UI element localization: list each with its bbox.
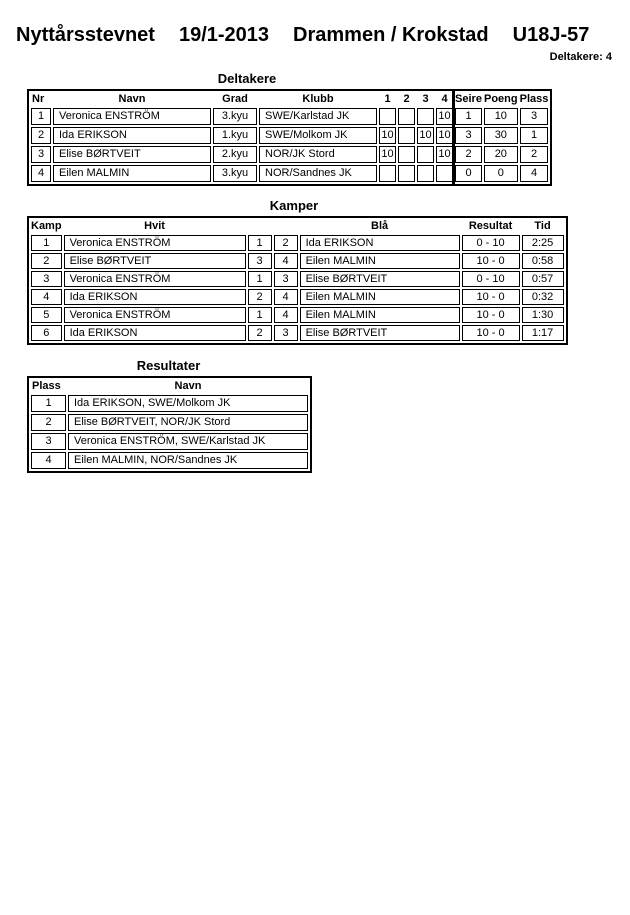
cell-score-2 [398, 165, 415, 182]
cell-resultat: 10 - 0 [462, 289, 520, 305]
cell-bla-nr: 4 [274, 289, 298, 305]
cell-navn: Elise BØRTVEIT [53, 146, 211, 163]
cell-tid: 2:25 [522, 235, 564, 251]
resultater-table [27, 376, 312, 473]
section-title-kamper: Kamper [269, 198, 319, 213]
cell-score-3 [417, 165, 434, 182]
cell-plass: 2 [31, 414, 66, 431]
cell-nr: 2 [31, 127, 51, 144]
cell-kamp: 3 [31, 271, 62, 287]
cell-tid: 1:30 [522, 307, 564, 323]
table-row [31, 127, 548, 144]
cell-kamp: 2 [31, 253, 62, 269]
cell-klubb: NOR/Sandnes JK [259, 165, 377, 182]
cell-resultat: 10 - 0 [462, 325, 520, 341]
cell-seire: 2 [455, 146, 482, 163]
cell-plass: 3 [520, 108, 549, 125]
table-row [31, 395, 308, 412]
resultater-header-row [31, 380, 308, 393]
cell-hvit: Veronica ENSTRÖM [64, 235, 246, 251]
table-row [31, 108, 548, 125]
cell-bla-nr: 3 [274, 271, 298, 287]
cell-bla: Elise BØRTVEIT [300, 271, 460, 287]
cell-plass: 2 [520, 146, 549, 163]
cell-hvit-nr: 3 [248, 253, 272, 269]
cell-navn: Veronica ENSTRÖM, SWE/Karlstad JK [68, 433, 308, 450]
participants-count: Deltakere: 4 [549, 51, 612, 63]
col-header-hvit: Hvit [144, 220, 165, 232]
cell-klubb: NOR/JK Stord [259, 146, 377, 163]
cell-score-4 [436, 165, 453, 182]
cell-grad: 1.kyu [213, 127, 257, 144]
title-event: Nyttårsstevnet [16, 24, 155, 46]
cell-score-2 [398, 108, 415, 125]
cell-poeng: 0 [484, 165, 518, 182]
table-row [31, 271, 564, 287]
cell-seire: 1 [455, 108, 482, 125]
table-row [31, 165, 548, 182]
kamper-table [27, 216, 568, 345]
table-row [31, 452, 308, 469]
col-header-plass: Plass [519, 93, 549, 105]
deltakere-table [27, 89, 552, 186]
cell-hvit: Ida ERIKSON [64, 325, 246, 341]
col-header-3: 3 [422, 93, 429, 105]
cell-score-3: 10 [417, 127, 434, 144]
col-header-hvit-nr [248, 220, 272, 233]
cell-bla: Eilen MALMIN [300, 307, 460, 323]
cell-plass: 3 [31, 433, 66, 450]
table-row [31, 325, 564, 341]
cell-resultat: 10 - 0 [462, 253, 520, 269]
cell-grad: 3.kyu [213, 108, 257, 125]
title-location: Drammen / Krokstad [293, 24, 489, 46]
cell-hvit-nr: 2 [248, 289, 272, 305]
cell-nr: 1 [31, 108, 51, 125]
cell-plass: 1 [31, 395, 66, 412]
cell-klubb: SWE/Molkom JK [259, 127, 377, 144]
col-header-nr: Nr [32, 93, 45, 105]
cell-klubb: SWE/Karlstad JK [259, 108, 377, 125]
cell-score-1: 10 [379, 146, 396, 163]
cell-navn: Ida ERIKSON, SWE/Molkom JK [68, 395, 308, 412]
cell-bla: Ida ERIKSON [300, 235, 460, 251]
cell-resultat: 0 - 10 [462, 235, 520, 251]
col-header-seire: Seire [455, 93, 482, 105]
cell-kamp: 6 [31, 325, 62, 341]
cell-score-1 [379, 165, 396, 182]
cell-resultat: 10 - 0 [462, 307, 520, 323]
deltakere-header-row [31, 93, 548, 106]
col-header-tid: Tid [534, 220, 551, 232]
cell-bla: Eilen MALMIN [300, 253, 460, 269]
col-header-poeng: Poeng [484, 93, 518, 105]
results-page [0, 24, 630, 473]
col-header-kamp: Kamp [31, 220, 62, 232]
cell-kamp: 4 [31, 289, 62, 305]
cell-tid: 0:32 [522, 289, 564, 305]
cell-bla-nr: 2 [274, 235, 298, 251]
cell-hvit: Veronica ENSTRÖM [64, 307, 246, 323]
cell-bla-nr: 4 [274, 253, 298, 269]
cell-navn: Eilen MALMIN, NOR/Sandnes JK [68, 452, 308, 469]
cell-nr: 4 [31, 165, 51, 182]
table-row [31, 414, 308, 431]
cell-score-1: 10 [379, 127, 396, 144]
cell-bla: Elise BØRTVEIT [300, 325, 460, 341]
cell-hvit-nr: 2 [248, 325, 272, 341]
table-row [31, 289, 564, 305]
cell-score-2 [398, 146, 415, 163]
col-header-resultat: Resultat [468, 220, 513, 232]
table-row [31, 146, 548, 163]
col-header-1: 1 [384, 93, 391, 105]
cell-bla: Eilen MALMIN [300, 289, 460, 305]
score-group-divider [452, 91, 455, 184]
col-header-4: 4 [441, 93, 448, 105]
cell-score-4: 10 [436, 108, 453, 125]
cell-resultat: 0 - 10 [462, 271, 520, 287]
cell-navn: Veronica ENSTRÖM [53, 108, 211, 125]
section-title-deltakere: Deltakere [217, 71, 277, 86]
cell-seire: 3 [455, 127, 482, 144]
col-header-navn: Navn [118, 93, 146, 105]
section-title-resultater: Resultater [136, 358, 201, 373]
cell-plass: 4 [520, 165, 549, 182]
cell-hvit-nr: 1 [248, 271, 272, 287]
col-header-klubb: Klubb [302, 93, 334, 105]
cell-poeng: 20 [484, 146, 518, 163]
cell-kamp: 5 [31, 307, 62, 323]
cell-hvit: Ida ERIKSON [64, 289, 246, 305]
cell-navn: Eilen MALMIN [53, 165, 211, 182]
cell-navn: Ida ERIKSON [53, 127, 211, 144]
cell-grad: 2.kyu [213, 146, 257, 163]
cell-poeng: 10 [484, 108, 518, 125]
cell-seire: 0 [455, 165, 482, 182]
cell-navn: Elise BØRTVEIT, NOR/JK Stord [68, 414, 308, 431]
table-row [31, 433, 308, 450]
table-row [31, 253, 564, 269]
cell-plass: 4 [31, 452, 66, 469]
col-header-2: 2 [403, 93, 410, 105]
col-header-bla-nr [274, 220, 298, 233]
cell-hvit-nr: 1 [248, 307, 272, 323]
kamper-header-row [31, 220, 564, 233]
cell-grad: 3.kyu [213, 165, 257, 182]
cell-score-1 [379, 108, 396, 125]
cell-hvit-nr: 1 [248, 235, 272, 251]
cell-bla-nr: 4 [274, 307, 298, 323]
page-title [16, 24, 630, 47]
cell-hvit: Veronica ENSTRÖM [64, 271, 246, 287]
cell-tid: 1:17 [522, 325, 564, 341]
cell-score-3 [417, 146, 434, 163]
cell-tid: 0:58 [522, 253, 564, 269]
table-row [31, 235, 564, 251]
cell-score-4: 10 [436, 127, 453, 144]
cell-score-3 [417, 108, 434, 125]
cell-plass: 1 [520, 127, 549, 144]
col-header-grad: Grad [222, 93, 248, 105]
title-date: 19/1-2013 [178, 24, 270, 46]
col-header-navn: Navn [174, 380, 202, 392]
cell-hvit: Elise BØRTVEIT [64, 253, 246, 269]
cell-bla-nr: 3 [274, 325, 298, 341]
col-header-bla: Blå [371, 220, 389, 232]
cell-score-2 [398, 127, 415, 144]
cell-nr: 3 [31, 146, 51, 163]
cell-kamp: 1 [31, 235, 62, 251]
cell-tid: 0:57 [522, 271, 564, 287]
table-row [31, 307, 564, 323]
title-class: U18J-57 [512, 24, 590, 46]
cell-poeng: 30 [484, 127, 518, 144]
cell-score-4: 10 [436, 146, 453, 163]
col-header-plass: Plass [32, 380, 61, 392]
